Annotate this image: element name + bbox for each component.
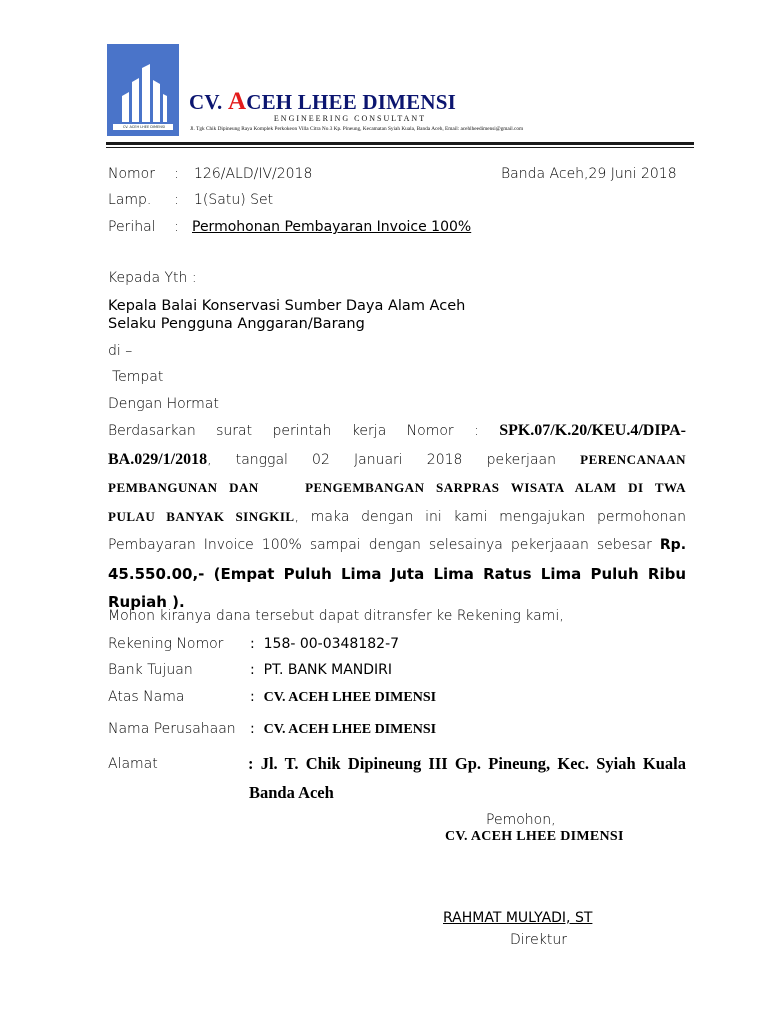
- bank-value-tujuan: : PT. BANK MANDIRI: [250, 662, 393, 678]
- body-line-2: BA.029/1/2018, tanggal 02 Januari 2018 pekerjaan PERENCANAAN: [108, 450, 687, 468]
- nomor-label: Nomor: [108, 166, 155, 182]
- pemohon-label: Pemohon,: [486, 812, 556, 828]
- bank-label-atas-nama: Atas Nama: [108, 689, 185, 705]
- alamat-line2: Banda Aceh: [249, 783, 334, 802]
- bank-value-perusahaan: : CV. ACEH LHEE DIMENSI: [250, 721, 437, 737]
- perihal-label: Perihal: [108, 219, 156, 235]
- company-name: CV. ACEH LHEE DIMENSI: [189, 88, 456, 115]
- recipient-di: di –: [108, 343, 133, 359]
- bank-value-rekening: : 158- 00-0348182-7: [250, 636, 400, 652]
- transfer-request: Mohon kiranya dana tersebut dapat ditransfer ke Rekening kami,: [108, 608, 564, 624]
- body-amount: 45.550.00,- (Empat Puluh Lima Juta Lima Ratus Lima Puluh Ribu: [108, 564, 686, 583]
- building-logo-icon: [107, 44, 179, 136]
- body-amount-end: Rupiah ).: [108, 593, 185, 611]
- bank-label-rekening: Rekening Nomor: [108, 636, 224, 652]
- company-address: Jl. Tgk Chik Dipineung Raya Komplek Perkokeon Villa Citra No.3 Kp. Pineung, Kecamatan Syiah Kuala, Banda Aceh, Email: acehlheedimensi@gmail.com: [190, 126, 524, 132]
- recipient-greeting: Kepada Yth :: [108, 270, 197, 286]
- perihal-value: Permohonan Pembayaran Invoice 100%: [192, 219, 472, 235]
- body-paragraph: [108, 417, 686, 617]
- signer-title: Direktur: [510, 932, 567, 948]
- bank-value-atas-nama: : CV. ACEH LHEE DIMENSI: [250, 689, 437, 705]
- salutation: Dengan Hormat: [108, 396, 219, 412]
- recipient-tempat: Tempat: [112, 369, 164, 385]
- body-line-1: Berdasarkan surat perintah kerja Nomor : SPK.07/K.20/KEU.4/DIPA-: [108, 422, 687, 439]
- lamp-value: 1(Satu) Set: [194, 192, 274, 208]
- letterhead-rule-thin: [106, 147, 694, 148]
- alamat-line1: : Jl. T. Chik Dipineung III Gp. Pineung, Kec. Syiah Kuala: [248, 754, 686, 773]
- recipient-line1: Kepala Balai Konservasi Sumber Daya Alam Aceh: [108, 298, 466, 314]
- alamat-label: Alamat: [108, 756, 158, 772]
- logo-caption: CV. ACEH LHEE DIMENSI: [122, 125, 166, 129]
- nomor-value: 126/ALD/IV/2018: [194, 166, 313, 182]
- lamp-colon: :: [174, 192, 179, 208]
- company-logo: [107, 44, 179, 136]
- signer-name: RAHMAT MULYADI, ST: [443, 910, 593, 926]
- perihal-colon: :: [174, 219, 179, 235]
- nomor-colon: :: [174, 166, 179, 182]
- company-subtitle: ENGINEERING CONSULTANT: [273, 114, 427, 123]
- place-date: Banda Aceh,29 Juni 2018: [501, 166, 677, 182]
- lamp-label: Lamp.: [108, 192, 152, 208]
- letterhead-rule: [106, 142, 694, 145]
- recipient-line2: Selaku Pengguna Anggaran/Barang: [108, 316, 365, 332]
- bank-label-perusahaan: Nama Perusahaan: [108, 721, 236, 737]
- body-line-3: PEMBANGUNAN DAN PENGEMBANGAN SARPRAS WISATA ALAM DI TWA: [108, 480, 686, 495]
- signature-company: CV. ACEH LHEE DIMENSI: [445, 829, 624, 844]
- body-line-5: Pembayaran Invoice 100% sampai dengan selesainya pekerjaaan sebesar Rp.: [108, 537, 687, 553]
- body-line-4: PULAU BANYAK SINGKIL, maka dengan ini kami mengajukan permohonan: [108, 508, 686, 525]
- bank-label-tujuan: Bank Tujuan: [108, 662, 193, 678]
